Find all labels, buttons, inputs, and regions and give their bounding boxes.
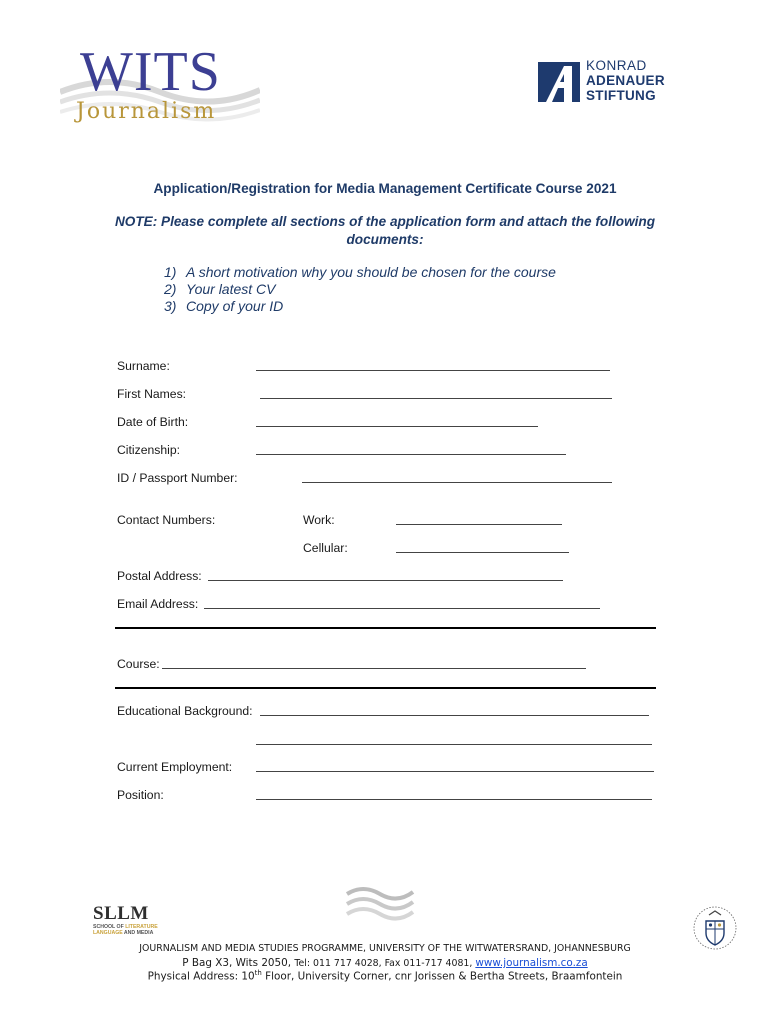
dob-label: Date of Birth: [117,415,189,429]
sllm-line-2a: LANGUAGE [93,930,123,936]
divider [115,627,656,629]
footer-contact-line [0,957,770,969]
list-item [164,264,556,281]
form-note: NOTE: Please complete all sections of the application form and attach the following documents: [114,214,656,247]
course-label: Course: [117,657,160,671]
first-names-label: First Names: [117,387,187,401]
kas-line-adenauer: ADENAUER [586,73,665,88]
citizenship-label: Citizenship: [117,443,180,457]
footer-programme-line: JOURNALISM AND MEDIA STUDIES PROGRAMME, UNIVERSITY OF THE WITWATERSRAND, JOHANNESBURG [139,943,631,954]
contact-numbers-label: Contact Numbers: [117,513,216,527]
kas-logo [538,58,698,108]
footer-physical-address [0,969,770,982]
list-item-number: 2) [164,281,177,297]
list-item-text: Copy of your ID [186,298,284,314]
current-employment-field[interactable] [256,771,654,772]
list-item-text: A short motivation why you should be chosen for the course [186,264,556,280]
sllm-line-1b: LITERATURE [125,924,158,930]
wits-logo-word: WITS [80,41,221,103]
footer-swoosh-graphic [345,882,415,922]
postal-address-field[interactable] [208,580,563,581]
course-field[interactable] [162,668,586,669]
cellular-label: Cellular: [303,541,348,555]
current-employment-label: Current Employment: [117,760,233,774]
footer-address-part-2: Floor, University Corner, cnr Jorissen & Bertha Streets, Braamfontein [261,970,623,983]
email-address-field[interactable] [204,608,600,609]
form-title: Application/Registration for Media Management Certificate Course 2021 [153,181,617,196]
first-names-field[interactable] [260,398,612,399]
kas-line-stiftung: STIFTUNG [586,88,656,103]
dob-field[interactable] [256,426,538,427]
footer-address-part-1: Physical Address: 10 [147,970,255,983]
journalism-logo-word: Journalism [76,99,217,124]
citizenship-field[interactable] [256,454,566,455]
position-label: Position: [117,788,164,802]
id-passport-field[interactable] [302,482,612,483]
list-item-text: Your latest CV [186,281,276,297]
educational-background-field-2[interactable] [256,744,652,745]
list-item [164,281,556,298]
wits-journalism-logo [60,42,260,137]
kas-logo-mark [538,62,580,102]
list-item [164,298,556,315]
sllm-logo [93,904,173,938]
work-label: Work: [303,513,335,527]
email-address-label: Email Address: [117,597,199,611]
surname-label: Surname: [117,359,170,373]
educational-background-label: Educational Background: [117,704,253,718]
surname-field[interactable] [256,370,610,371]
list-item-number: 1) [164,264,177,280]
sllm-logo-word: SLLM [93,903,149,924]
list-item-number: 3) [164,298,177,314]
footer-phone-fax: Tel: 011 717 4028, Fax 011-717 4081, [294,958,476,969]
sllm-line-1a: SCHOOL OF [93,924,126,930]
kas-line-konrad: KONRAD [586,58,647,73]
required-documents-list [164,264,556,315]
footer-website-link[interactable]: www.journalism.co.za [475,957,588,969]
divider [115,687,656,689]
postal-address-label: Postal Address: [117,569,202,583]
cellular-field[interactable] [396,552,569,553]
footer-postal: P Bag X3, Wits 2050, [182,957,295,969]
work-phone-field[interactable] [396,524,562,525]
sllm-line-2b: AND MEDIA [122,930,154,936]
id-passport-label: ID / Passport Number: [117,471,238,485]
educational-background-field[interactable] [260,715,649,716]
footer-address-sup: th [254,969,262,977]
position-field[interactable] [256,799,652,800]
